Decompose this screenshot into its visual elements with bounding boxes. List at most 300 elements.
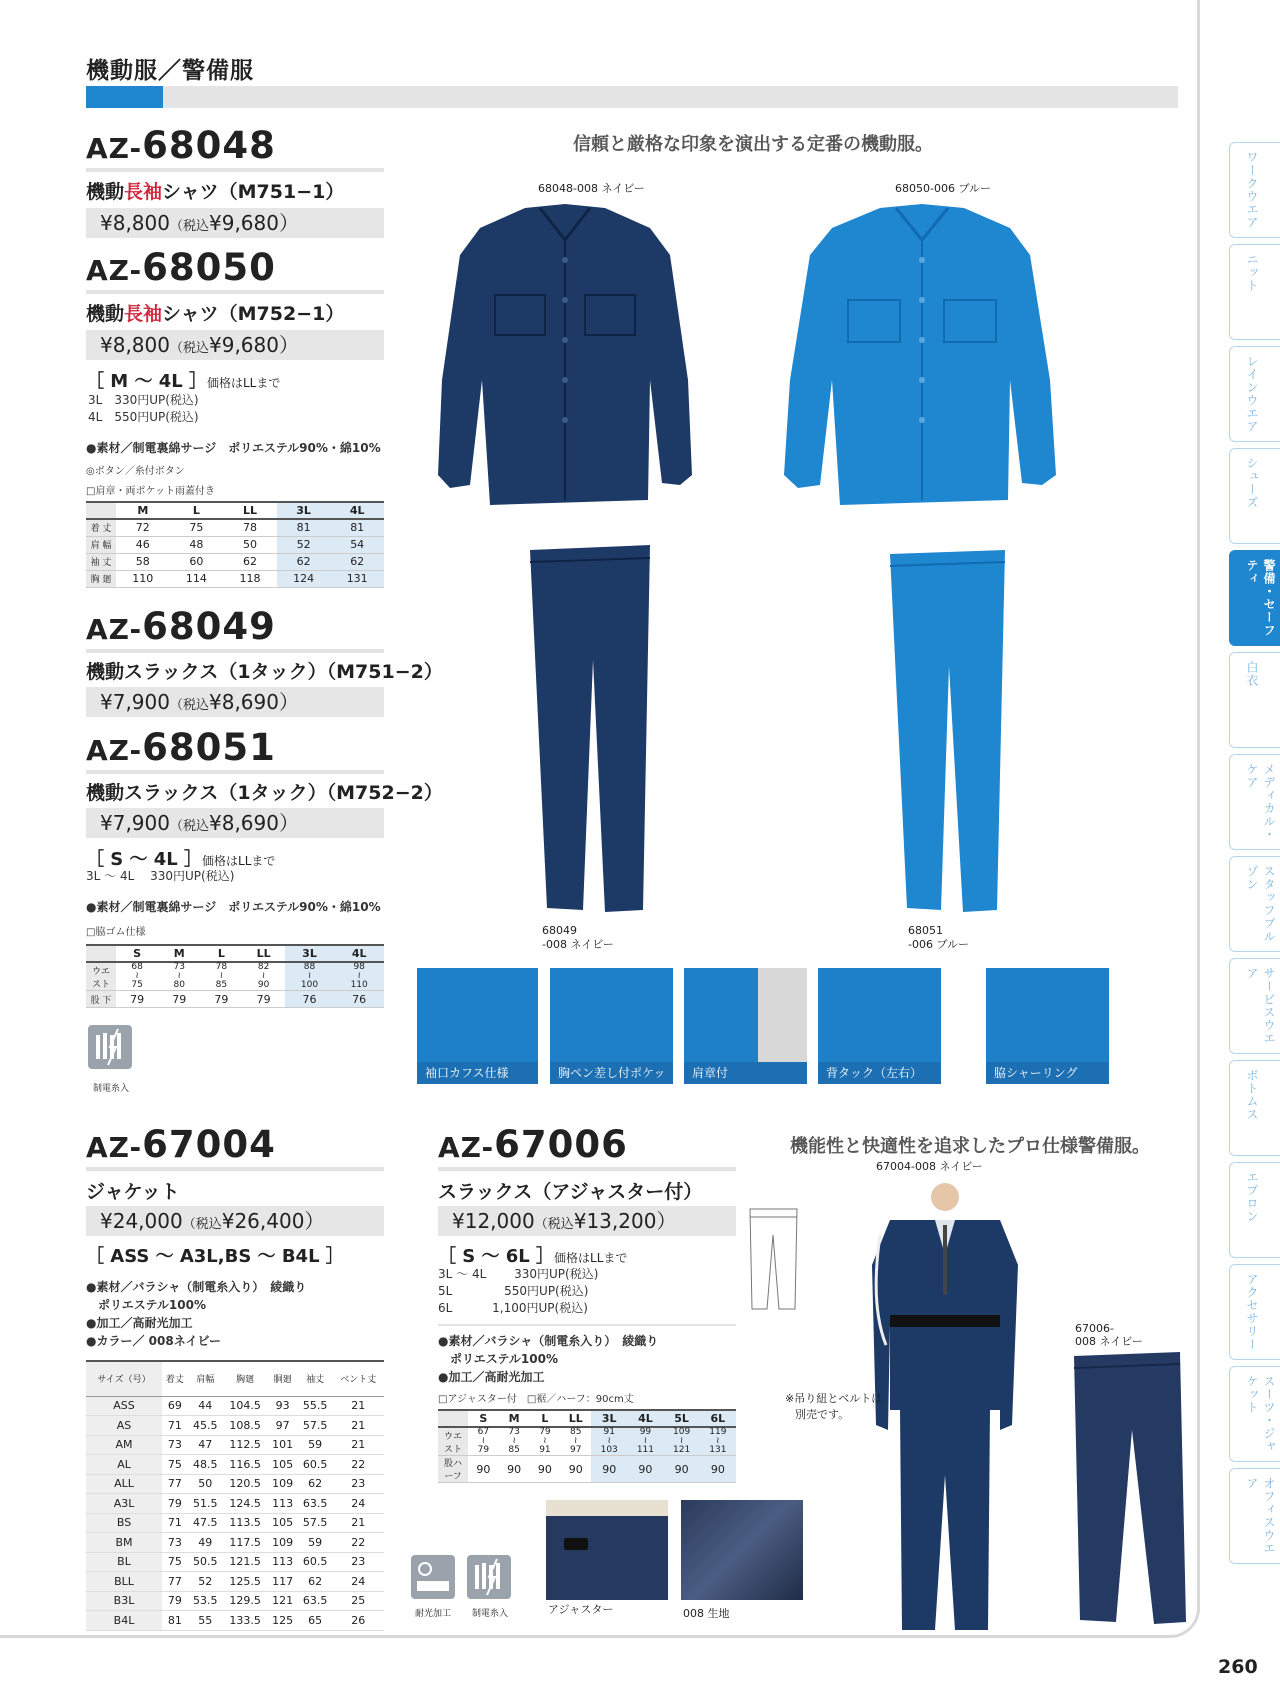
caption-pants-67006-code: 67006- xyxy=(1075,1322,1114,1335)
price-68050: ¥8,800（税込¥9,680） xyxy=(86,330,384,360)
table-cell: 121 xyxy=(268,1591,298,1611)
table-cell: 47.5 xyxy=(188,1513,223,1533)
sidebar-tab-label: 警備・セーフティ xyxy=(1245,559,1276,637)
size-header: 胴廻 xyxy=(268,1361,298,1396)
table-cell: 48 xyxy=(170,536,224,553)
sidebar-tab-label: オフィスウエア xyxy=(1245,1477,1276,1555)
sidebar-tab[interactable] xyxy=(1229,1264,1280,1360)
row-label: 着 丈 xyxy=(86,519,116,536)
table-cell: 73 ≀ 80 xyxy=(158,962,200,991)
price-68048: ¥8,800（税込¥9,680） xyxy=(86,208,384,238)
table-cell: 108.5 xyxy=(223,1416,268,1436)
color-spec: ●カラー／ 008ネイビー xyxy=(86,1334,221,1348)
process-spec: ●加工／高耐光加工 xyxy=(86,1316,193,1330)
upcharge: 4L 550円UP(税込) xyxy=(88,410,199,424)
caption-pants-blue-color: -006 ブルー xyxy=(908,938,970,951)
table-cell: 23 xyxy=(333,1474,384,1494)
table-cell: 26 xyxy=(333,1611,384,1631)
feature-spec: □脇ゴム仕様 xyxy=(86,927,146,938)
antistatic-icon xyxy=(467,1555,511,1599)
table-cell: 81 xyxy=(277,519,331,536)
row-label: 股ハーフ xyxy=(438,1456,468,1483)
table-row xyxy=(438,1427,736,1456)
fabric-photo xyxy=(681,1500,803,1600)
upcharge: 3L ～ 4L 330円UP(税込) xyxy=(86,869,235,883)
sidebar-tab-label: ニット xyxy=(1245,253,1259,292)
detail-cuff: 袖口カフス仕様 xyxy=(417,968,538,1084)
table-cell: 114 xyxy=(170,570,224,587)
slacks-67006-size-table xyxy=(438,1409,736,1483)
table-cell: 62 xyxy=(277,553,331,570)
sidebar-tab[interactable] xyxy=(1229,1162,1280,1258)
size-range-67006: ［ S ～ 6L ］価格はLLまで xyxy=(438,1246,628,1267)
table-cell: 53.5 xyxy=(188,1591,223,1611)
table-cell: BL xyxy=(86,1552,162,1572)
table-cell: 129.5 xyxy=(223,1591,268,1611)
table-cell: 21 xyxy=(333,1396,384,1416)
table-cell: 90 xyxy=(664,1456,700,1483)
table-cell: 62 xyxy=(223,553,277,570)
model-number-67006: AZ-67006 xyxy=(438,1123,628,1166)
table-cell: 119 ≀ 131 xyxy=(700,1427,736,1456)
table-cell: 52 xyxy=(277,536,331,553)
size-header: S xyxy=(468,1410,499,1427)
row-label: ウエスト xyxy=(438,1427,468,1456)
product-name-67006: スラックス（アジャスター付） xyxy=(438,1181,703,1203)
price-68051: ¥7,900（税込¥8,690） xyxy=(86,808,384,838)
row-label: 股 下 xyxy=(86,991,116,1008)
process-spec: ●加工／高耐光加工 xyxy=(438,1370,545,1384)
table-cell: 62 xyxy=(298,1572,333,1592)
size-header: 着丈 xyxy=(162,1361,188,1396)
detail-side-shirring: 脇シャーリング xyxy=(986,968,1109,1084)
sidebar-tab[interactable] xyxy=(1229,958,1280,1054)
model-number-68048: AZ-68048 xyxy=(86,124,276,167)
table-cell: 113 xyxy=(268,1494,298,1514)
table-row xyxy=(86,962,384,991)
price-67006: ¥12,000（税込¥13,200） xyxy=(438,1206,736,1236)
table-row xyxy=(86,1396,384,1416)
size-header: M xyxy=(116,502,170,519)
material-spec: ポリエステル100% xyxy=(450,1352,558,1366)
size-header: S xyxy=(116,945,158,962)
light-resistant-label: 耐光加工 xyxy=(415,1609,452,1619)
table-cell: 79 ≀ 91 xyxy=(530,1427,561,1456)
table-cell: 75 xyxy=(170,519,224,536)
table-cell: 105 xyxy=(268,1455,298,1475)
size-header: LL xyxy=(560,1410,591,1427)
table-cell: 71 xyxy=(162,1416,188,1436)
table-cell: 101 xyxy=(268,1435,298,1455)
size-header: 3L xyxy=(277,502,331,519)
detail-back-tuck: 背タック（左右） xyxy=(818,968,941,1084)
table-cell: BS xyxy=(86,1513,162,1533)
table-row xyxy=(86,1611,384,1631)
table-row xyxy=(86,536,384,553)
size-header: 胸廻 xyxy=(223,1361,268,1396)
upcharge: 3L 330円UP(税込) xyxy=(88,393,199,407)
size-header: 6L xyxy=(700,1410,736,1427)
table-row xyxy=(438,1456,736,1483)
blue-shirt-image xyxy=(780,200,1065,525)
antistatic-icon xyxy=(88,1025,132,1069)
table-cell: 55 xyxy=(188,1611,223,1631)
row-label: 肩 幅 xyxy=(86,536,116,553)
size-header: M xyxy=(158,945,200,962)
size-header: 肩幅 xyxy=(188,1361,223,1396)
sidebar-tab-label: メディカル・ケア xyxy=(1245,763,1276,841)
security-uniform-image xyxy=(860,1175,1030,1635)
table-cell: 22 xyxy=(333,1533,384,1553)
size-header: 4L xyxy=(330,502,384,519)
table-cell: 99 ≀ 111 xyxy=(627,1427,663,1456)
table-cell: 79 xyxy=(158,991,200,1008)
table-cell: 88 ≀ 100 xyxy=(285,962,335,991)
table-cell: 49 xyxy=(188,1533,223,1553)
table-cell: 118 xyxy=(223,570,277,587)
table-cell: 79 xyxy=(200,991,242,1008)
table-cell: 133.5 xyxy=(223,1611,268,1631)
table-cell: 124.5 xyxy=(223,1494,268,1514)
sidebar-tab-label: ボトムス xyxy=(1245,1069,1259,1121)
row-label: ウエスト xyxy=(86,962,116,991)
category-bar xyxy=(86,86,1178,108)
table-cell: 65 xyxy=(298,1611,333,1631)
jacket-size-table xyxy=(86,1360,384,1631)
table-cell: 104.5 xyxy=(223,1396,268,1416)
table-row xyxy=(86,1474,384,1494)
size-header: 4L xyxy=(334,945,384,962)
table-cell: BLL xyxy=(86,1572,162,1592)
table-cell: 109 xyxy=(268,1474,298,1494)
table-row xyxy=(86,1455,384,1475)
divider xyxy=(86,649,384,653)
table-cell: 75 xyxy=(162,1552,188,1572)
caption-pants-67006-color: 008 ネイビー xyxy=(1075,1335,1143,1348)
table-cell: 79 xyxy=(242,991,284,1008)
table-cell: 121.5 xyxy=(223,1552,268,1572)
table-cell: 109 xyxy=(268,1533,298,1553)
table-cell: 45.5 xyxy=(188,1416,223,1436)
product-name-68050: 機動長袖シャツ（M752−1） xyxy=(86,303,345,325)
table-cell: 90 xyxy=(560,1456,591,1483)
table-row xyxy=(86,1416,384,1436)
note-line-2: 別売です。 xyxy=(795,1408,850,1421)
table-cell: 25 xyxy=(333,1591,384,1611)
feature-spec: □アジャスター付 □裾／ハーフ：90cm丈 xyxy=(438,1394,634,1405)
size-header: ベント丈 xyxy=(333,1361,384,1396)
table-cell: 24 xyxy=(333,1572,384,1592)
slacks-line-drawing xyxy=(745,1205,803,1315)
headline-bottom: 機能性と快適性を追求したプロ仕様警備服。 xyxy=(790,1136,1150,1157)
table-cell: 63.5 xyxy=(298,1494,333,1514)
table-cell: 93 xyxy=(268,1396,298,1416)
table-cell: 69 xyxy=(162,1396,188,1416)
detail-epaulet: 肩章付 xyxy=(684,968,807,1084)
size-range-68050: ［ M ～ 4L ］価格はLLまで xyxy=(86,371,281,392)
model-number-68051: AZ-68051 xyxy=(86,726,276,769)
material-spec: ●素材／制電裏綿サージ ポリエステル90%・綿10% xyxy=(86,441,381,455)
sidebar-tab[interactable] xyxy=(1229,754,1280,850)
table-cell: 77 xyxy=(162,1474,188,1494)
size-range-67004: ［ ASS ～ A3L,BS ～ B4L ］ xyxy=(86,1246,344,1267)
sidebar-tab-label: サービスウエア xyxy=(1245,967,1276,1045)
model-number-68049: AZ-68049 xyxy=(86,605,276,648)
price-67004: ¥24,000（税込¥26,400） xyxy=(86,1206,384,1236)
sidebar-tab[interactable] xyxy=(1229,652,1280,748)
table-cell: 81 xyxy=(162,1611,188,1631)
size-header: 3L xyxy=(591,1410,627,1427)
sidebar-tab-label: 白衣 xyxy=(1245,661,1259,687)
table-cell: 109 ≀ 121 xyxy=(664,1427,700,1456)
table-cell: 77 xyxy=(162,1572,188,1592)
product-name-68048: 機動長袖シャツ（M751−1） xyxy=(86,181,345,203)
table-cell: 90 xyxy=(627,1456,663,1483)
table-row xyxy=(86,1591,384,1611)
table-cell: 46 xyxy=(116,536,170,553)
sidebar-tab[interactable] xyxy=(1229,244,1280,340)
table-cell: B4L xyxy=(86,1611,162,1631)
table-cell: 62 xyxy=(330,553,384,570)
table-cell: 57.5 xyxy=(298,1513,333,1533)
row-label: 袖 丈 xyxy=(86,553,116,570)
table-cell: 60 xyxy=(170,553,224,570)
table-cell: 22 xyxy=(333,1455,384,1475)
sidebar-tab[interactable] xyxy=(1229,448,1280,544)
price-68049: ¥7,900（税込¥8,690） xyxy=(86,687,384,717)
page-number: 260 xyxy=(1218,1656,1258,1678)
sidebar-tab-label: ワークウエア xyxy=(1245,151,1259,229)
table-cell: 131 xyxy=(330,570,384,587)
table-cell: 55.5 xyxy=(298,1396,333,1416)
table-cell: 90 xyxy=(530,1456,561,1483)
material-spec: ●素材／バラシャ（制電糸入り） 綾織り xyxy=(86,1280,307,1294)
sidebar-tab-label: スタッフブルゾン xyxy=(1245,865,1276,943)
table-cell: AM xyxy=(86,1435,162,1455)
blue-pants-image xyxy=(885,548,1010,918)
slacks-size-table xyxy=(86,944,384,1008)
table-cell: 73 xyxy=(162,1533,188,1553)
sidebar-tab[interactable] xyxy=(1229,856,1280,952)
table-cell: 72 xyxy=(116,519,170,536)
table-cell: 105 xyxy=(268,1513,298,1533)
sidebar-tab[interactable] xyxy=(1229,1060,1280,1156)
table-cell: ALL xyxy=(86,1474,162,1494)
size-header: M xyxy=(499,1410,530,1427)
detail-pen-pocket: 胸ペン差し付ポケット xyxy=(550,968,673,1084)
caption-pants-blue-code: 68051 xyxy=(908,924,943,937)
table-row xyxy=(86,553,384,570)
table-row xyxy=(86,1552,384,1572)
sidebar-tab[interactable] xyxy=(1229,550,1280,646)
table-cell: 59 xyxy=(298,1435,333,1455)
table-cell: 73 ≀ 85 xyxy=(499,1427,530,1456)
adjuster-photo xyxy=(546,1500,668,1600)
button-spec: ◎ボタン／糸付ボタン xyxy=(86,466,185,477)
size-header: 5L xyxy=(664,1410,700,1427)
sidebar-tab[interactable] xyxy=(1229,142,1280,238)
table-cell: 76 xyxy=(334,991,384,1008)
size-header: L xyxy=(530,1410,561,1427)
light-resistant-icon xyxy=(411,1555,455,1599)
table-cell: 113.5 xyxy=(223,1513,268,1533)
divider xyxy=(86,290,384,294)
table-cell: 24 xyxy=(333,1494,384,1514)
table-cell: 21 xyxy=(333,1513,384,1533)
sidebar-tab-label: スーツ・ジャケット xyxy=(1245,1375,1276,1453)
caption-shirt-navy: 68048-008 ネイビー xyxy=(538,182,645,195)
table-cell: 81 xyxy=(330,519,384,536)
table-cell: 62 xyxy=(298,1474,333,1494)
size-header: サイズ（号） xyxy=(86,1361,162,1396)
antistatic-label: 制電糸入 xyxy=(472,1609,509,1619)
table-cell: 68 ≀ 75 xyxy=(116,962,158,991)
table-cell: A3L xyxy=(86,1494,162,1514)
table-cell: BM xyxy=(86,1533,162,1553)
product-name-68051: 機動スラックス（1タック）（M752−2） xyxy=(86,782,443,804)
table-cell: 82 ≀ 90 xyxy=(242,962,284,991)
table-cell: 120.5 xyxy=(223,1474,268,1494)
table-row xyxy=(86,1435,384,1455)
table-cell: 58 xyxy=(116,553,170,570)
table-cell: 98 ≀ 110 xyxy=(334,962,384,991)
navy-pants-image xyxy=(525,540,655,920)
table-cell: 23 xyxy=(333,1552,384,1572)
table-cell: 117 xyxy=(268,1572,298,1592)
material-spec: ●素材／制電裏綿サージ ポリエステル90%・綿10% xyxy=(86,900,381,914)
table-cell: 59 xyxy=(298,1533,333,1553)
table-row xyxy=(86,570,384,587)
table-cell: 78 xyxy=(223,519,277,536)
table-cell: 48.5 xyxy=(188,1455,223,1475)
divider xyxy=(86,168,384,172)
model-number-68050: AZ-68050 xyxy=(86,246,276,289)
table-cell: 90 xyxy=(499,1456,530,1483)
table-cell: 75 xyxy=(162,1455,188,1475)
divider xyxy=(438,1167,736,1171)
table-cell: 50 xyxy=(188,1474,223,1494)
table-cell: B3L xyxy=(86,1591,162,1611)
product-name-68049: 機動スラックス（1タック）（M751−2） xyxy=(86,661,443,683)
table-row xyxy=(86,1572,384,1592)
adjuster-buckle xyxy=(564,1538,588,1550)
table-cell: AL xyxy=(86,1455,162,1475)
table-cell: 21 xyxy=(333,1416,384,1436)
table-cell: 90 xyxy=(468,1456,499,1483)
table-cell: 91 ≀ 103 xyxy=(591,1427,627,1456)
table-cell: 125.5 xyxy=(223,1572,268,1592)
shirt-size-table xyxy=(86,501,384,588)
table-cell: 90 xyxy=(591,1456,627,1483)
size-header: L xyxy=(200,945,242,962)
table-cell: 73 xyxy=(162,1435,188,1455)
caption-uniform: 67004-008 ネイビー xyxy=(876,1160,983,1173)
sidebar-tab[interactable] xyxy=(1229,346,1280,442)
row-label: 胸 廻 xyxy=(86,570,116,587)
antistatic-label: 制電糸入 xyxy=(93,1084,130,1094)
table-cell: 67 ≀ 79 xyxy=(468,1427,499,1456)
size-header: LL xyxy=(242,945,284,962)
product-name-67004: ジャケット xyxy=(86,1181,180,1203)
caption-adjuster: アジャスター xyxy=(548,1603,614,1616)
table-cell: 90 xyxy=(700,1456,736,1483)
size-header: 3L xyxy=(285,945,335,962)
table-cell: 78 ≀ 85 xyxy=(200,962,242,991)
table-cell: 60.5 xyxy=(298,1455,333,1475)
table-cell: AS xyxy=(86,1416,162,1436)
category-title: 機動服／警備服 xyxy=(86,58,254,84)
table-cell: 50 xyxy=(223,536,277,553)
navy-shirt-image xyxy=(430,200,700,525)
sidebar-tab-label: シューズ xyxy=(1245,457,1259,509)
divider xyxy=(438,1324,736,1326)
upcharge: 3L ～ 4L 330円UP(税込) xyxy=(438,1267,599,1281)
table-cell: 63.5 xyxy=(298,1591,333,1611)
model-number-67004: AZ-67004 xyxy=(86,1123,276,1166)
table-cell: 54 xyxy=(330,536,384,553)
table-cell: 21 xyxy=(333,1435,384,1455)
table-cell: 79 xyxy=(116,991,158,1008)
divider xyxy=(86,1167,384,1171)
table-cell: 97 xyxy=(268,1416,298,1436)
caption-fabric: 008 生地 xyxy=(683,1607,730,1620)
table-cell: ASS xyxy=(86,1396,162,1416)
table-row xyxy=(86,1513,384,1533)
category-bar-accent xyxy=(86,86,163,108)
feature-spec: □肩章・両ポケット雨蓋付き xyxy=(86,486,215,497)
table-cell: 125 xyxy=(268,1611,298,1631)
sidebar-tab-label: アクセサリー xyxy=(1245,1273,1259,1351)
table-row xyxy=(86,1533,384,1553)
table-row xyxy=(86,1494,384,1514)
table-row xyxy=(86,519,384,536)
table-cell: 117.5 xyxy=(223,1533,268,1553)
size-range-68051: ［ S ～ 4L ］価格はLLまで xyxy=(86,849,276,870)
material-spec: ●素材／バラシャ（制電糸入り） 綾織り xyxy=(438,1334,659,1348)
table-cell: 79 xyxy=(162,1494,188,1514)
table-cell: 71 xyxy=(162,1513,188,1533)
table-cell: 76 xyxy=(285,991,335,1008)
size-header: LL xyxy=(223,502,277,519)
table-cell: 113 xyxy=(268,1552,298,1572)
table-cell: 110 xyxy=(116,570,170,587)
caption-shirt-blue: 68050-006 ブルー xyxy=(895,182,992,195)
divider xyxy=(86,770,384,774)
upcharge: 6L 1,100円UP(税込) xyxy=(438,1301,588,1315)
headline-top: 信頼と厳格な印象を演出する定番の機動服。 xyxy=(573,134,933,155)
table-cell: 60.5 xyxy=(298,1552,333,1572)
table-cell: 52 xyxy=(188,1572,223,1592)
table-cell: 57.5 xyxy=(298,1416,333,1436)
table-cell: 112.5 xyxy=(223,1435,268,1455)
table-row xyxy=(86,991,384,1008)
caption-pants-navy-code: 68049 xyxy=(542,924,577,937)
sidebar-tab-label: レインウエア xyxy=(1245,355,1259,433)
sidebar-tab-label: エプロン xyxy=(1245,1171,1259,1223)
size-header: 4L xyxy=(627,1410,663,1427)
material-spec: ポリエステル100% xyxy=(98,1298,206,1312)
sidebar-tab[interactable] xyxy=(1229,1366,1280,1462)
upcharge: 5L 550円UP(税込) xyxy=(438,1284,589,1298)
navy-pants-67006-image xyxy=(1070,1350,1190,1630)
table-cell: 116.5 xyxy=(223,1455,268,1475)
note-line-1: ※吊り紐とベルトは xyxy=(785,1392,883,1405)
sidebar-tab[interactable] xyxy=(1229,1468,1280,1564)
size-header: 袖丈 xyxy=(298,1361,333,1396)
caption-pants-navy-color: -008 ネイビー xyxy=(542,938,614,951)
table-cell: 44 xyxy=(188,1396,223,1416)
table-cell: 50.5 xyxy=(188,1552,223,1572)
